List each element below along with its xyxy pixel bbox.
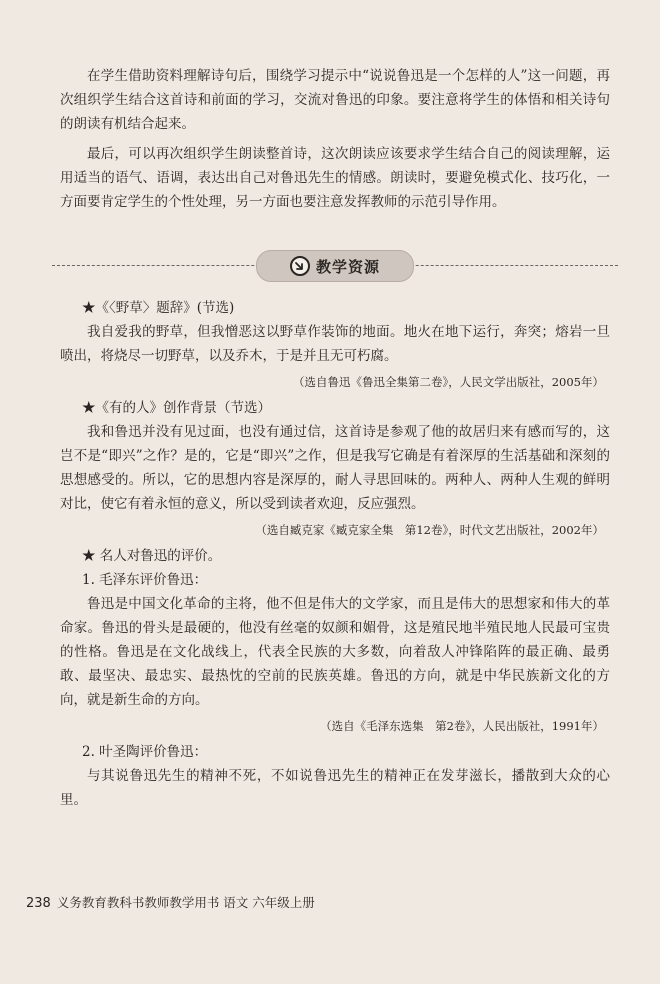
resource-body-yecao: 我自爱我的野草，但我憎恶这以野草作装饰的地面。地火在地下运行，奔突；熔岩一旦喷出，将烧尽一切野草，以及乔木，于是并且无可朽腐。 [60,324,610,364]
book-title: 义务教育教科书教师教学用书 语文 六年级上册 [56,895,315,910]
arrow-circle-icon [290,256,310,276]
page-content [60,64,610,812]
section-title: 教学资源 [315,257,380,276]
resource-title-youderen: ★《有的人》创作背景（节选） [82,400,271,416]
resource-source-youderen: （选自臧克家《臧克家全集 第12卷》，时代文艺出版社，2002年） [255,523,604,537]
page-number: 238 [26,896,51,911]
evaluation-title-mao: 1. 毛泽东评价鲁迅： [82,572,208,588]
evaluation-title-ye: 2. 叶圣陶评价鲁迅： [82,744,208,760]
resource-body-youderen: 我和鲁迅并没有见过面，也没有通过信，这首诗是参观了他的故居归来有感而写的，这岂不是“即兴”之作？是的，它是“即兴”之作，但是我写它确是有着深厚的生活基础和深刻的思想感受的。所以，它的思想内容是深厚的，耐人寻思回味的。两种人、两种人生观的鲜明对比，使它有着永恒的意义，所以受到读者欢迎，反应强烈。 [60,424,610,512]
page-footer [26,893,315,911]
evaluation-body-mao: 鲁迅是中国文化革命的主将，他不但是伟大的文学家，而且是伟大的思想家和伟大的革命家。鲁迅的骨头是最硬的，他没有丝毫的奴颜和媚骨，这是殖民地半殖民地人民最可宝贵的性格。鲁迅是在文化战线上，代表全民族的大多数，向着敌人冲锋陷阵的最正确、最勇敢、最坚决、最忠实、最热忱的空前的民族英雄。鲁迅的方向，就是中华民族新文化的方向，就是新生命的方向。 [60,596,610,708]
evaluation-body-ye: 与其说鲁迅先生的精神不死，不如说鲁迅先生的精神正在发芽滋长，播散到大众的心里。 [60,768,610,808]
paragraph-discussion: 在学生借助资料理解诗句后，围绕学习提示中“说说鲁迅是一个怎样的人”这一问题，再次组织学生结合这首诗和前面的学习，交流对鲁迅的印象。要注意将学生的体悟和相关诗句的朗读有机结合起来。 [60,68,610,132]
section-header [60,248,610,282]
paragraph-reading: 最后，可以再次组织学生朗读整首诗，这次朗读应该要求学生结合自己的阅读理解，运用适当的语气、语调，表达出自己对鲁迅先生的情感。朗读时，要避免模式化、技巧化，一方面要肯定学生的个性处理，另一方面也要注意发挥教师的示范引导作用。 [60,146,610,210]
resource-title-yecao: ★《〈野草〉题辞》(节选) [82,300,235,316]
evaluation-source-mao: （选自《毛泽东选集 第2卷》，人民出版社，1991年） [320,719,604,733]
section-banner [256,250,414,282]
resource-source-yecao: （选自鲁迅《鲁迅全集第二卷》，人民文学出版社，2005年） [292,375,604,389]
resource-title-evaluations: ★ 名人对鲁迅的评价。 [82,548,222,564]
